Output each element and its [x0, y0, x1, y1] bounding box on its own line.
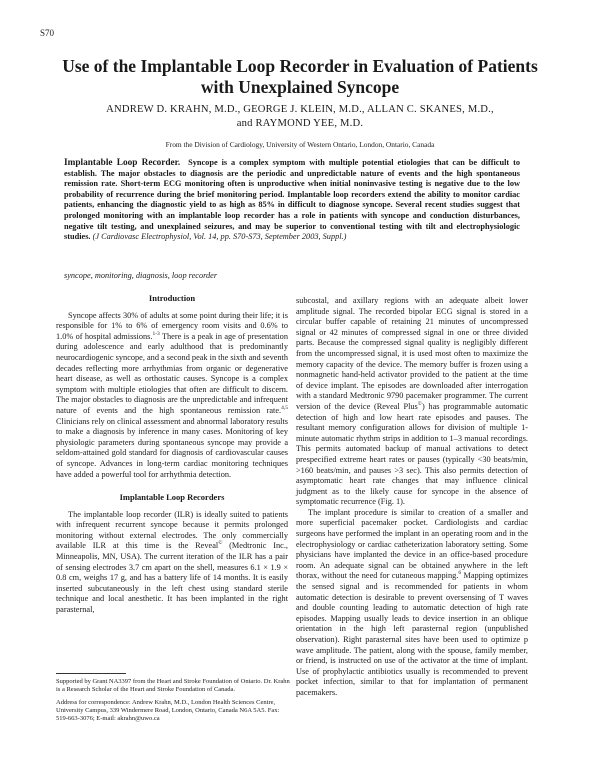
page-number: S70	[40, 28, 55, 38]
footnote-divider	[56, 673, 126, 674]
author-list	[40, 103, 560, 131]
registered-mark: ©	[417, 401, 422, 408]
abstract-heading: Implantable Loop Recorder.	[64, 158, 181, 168]
funding-footnote: Supported by Grant NA3397 from the Heart and Stroke Foundation of Ontario. Dr. Krahn is a Research Scholar of the Heart and Stroke Foundation of Canada.	[56, 678, 290, 694]
right-column	[296, 296, 528, 699]
correspondence-footnote: Address for correspondence: Andrew Krahn, M.D., London Health Sciences Centre, University Campus, 339 Windermere Road, London, Ontario, Canada N6A 5A5. Fax: 519-663-3076; E-mail: akrahn@uwo.ca	[56, 699, 280, 723]
implant-procedure-paragraph: The implant procedure is similar to creation of a smaller and more superficial pacemaker pocket. Cardiologists and cardiac surgeons have performed the implant in an operating room and in the electrophysiology or cardiac catheterization laboratory setting. Some physicians have implanted the device in an office-based procedure room. An adequate signal can be obtained anywhere in the left thorax, without the need for cutaneous mapping.$^6$ Mapping optimizes the sensed signal and is recommended for patients in whom automatic detection is desirable to prevent oversensing of T waves and double counting leading to automatic detection of high rate episodes. Mapping usually leads to device insertion in an oblique orientation in the high left parasternal region (unpublished observation). Right parasternal sites have been used to optimize p wave amplitude. The patient, along with the spouse, family member, or friend, is instructed on use of the activator at the time of implant. Use of prophylactic antibiotics usually is recommended to prevent pocket infection, similar to that for implantation of permanent pacemakers.	[296, 507, 529, 697]
intro-paragraph: Syncope affects 30% of adults at some point during their life; it is responsible for 1% to 6% of emergency room visits and 0.6% to 1.0% of hospital admissions.$^{1-3}$ There is a peak in age of presentation during adolescence and early adulthood that is predominantly neurocardiogenic syncope, and a second peak in the sixth and seventh decades reflecting more arrhythmias from organic or degenerative heart disease, as well as orthostatic causes. Syncope is a complex symptom with multiple etiologies that often are difficult to discern. The major obstacles to diagnosis are the unpredictable and infrequent nature of events and the high spontaneous remission rate.$^{4,5}$ Clinicians rely on clinical assessment and abnormal laboratory results to make a diagnosis by inference in many cases. Monitoring of key physiologic parameters during spontaneous syncope may provide a seldom-attained gold standard for diagnosis of cardiovascular causes of syncope. Advances in long-term cardiac monitoring techniques have added a powerful tool for arrhythmia detection.	[56, 310, 289, 479]
abstract-body: Syncope is a complex symptom with multiple potential etiologies that can be difficult to establish. The major obstacles to diagnosis are the periodic and unpredictable nature of events and the high spontaneous remission rate. Short-term ECG monitoring often is unproductive when initial noninvasive testing is negative due to the low probability of recurrence during the brief monitoring period. Implantable loop recorders extend the ability to monitor cardiac patients, enhancing the diagnostic yield to as high as 85% in difficult to diagnose syncope. Several recent studies suggest that prolonged monitoring with an implantable loop recorder has a role in patients with syncope and conduction disturbances, negative tilt testing, and unexplained seizures, and may be superior to conventional testing with tilt and electrophysiologic studies.	[64, 158, 520, 242]
section-heading-introduction: Introduction	[148, 293, 196, 303]
citation-ref: 4,5	[281, 405, 288, 412]
abstract	[64, 158, 520, 243]
affiliation: From the Division of Cardiology, University of Western Ontario, London, Ontario, Canada	[165, 140, 435, 149]
title-line-1: Use of the Implantable Loop Recorder in Evaluation of Patients	[62, 56, 538, 76]
title-line-2: with Unexplained Syncope	[200, 77, 400, 97]
citation-ref: 1-3	[152, 331, 160, 338]
left-column	[56, 293, 288, 616]
article-title	[40, 56, 560, 98]
ilr-paragraph: The implantable loop recorder (ILR) is ideally suited to patients with infrequent recurrent syncope because it permits prolonged monitoring without external electrodes. The only commercially available ILR at this time is the Reveal© (Medtronic Inc., Minneapolis, MN, USA). The current iteration of the ILR has a pair of sensing electrodes 3.7 cm apart on the shell, measures 6.1 × 1.9 × 0.8 cm, weighs 17 g, and has a battery life of 14 months. It is easily inserted subcutaneously in the left chest using standard sterile technique and local anesthetic. It has been implanted in the right parasternal,	[56, 509, 288, 615]
keywords: syncope, monitoring, diagnosis, loop recorder	[64, 271, 218, 280]
authors-line-2: and RAYMOND YEE, M.D.	[236, 118, 364, 129]
authors-line-1: ANDREW D. KRAHN, M.D., GEORGE J. KLEIN, M.D., ALLAN C. SKANES, M.D.,	[106, 104, 494, 115]
registered-mark: ©	[218, 540, 223, 547]
ilr-continued-paragraph: subcostal, and axillary regions with an adequate albeit lower amplitude signal. The recorded bipolar ECG signal is stored in a circular buffer capable of retaining 21 minutes of uncompressed signal or 42 minutes of compressed signal in one or three divided parts. Because the compressed signal quality is negligibly different from the uncompressed signal, it is used most often to maximize the memory capacity of the device. The memory buffer is frozen using a nonmagnetic hand-held activator provided to the patient at the time of device implant. The episodes are downloaded after interrogation with a standard Medtronic 9790 pacemaker programmer. The current version of the device (Reveal Plus©) has programmable automatic detection of high and low heart rate episodes and pauses. The resultant memory configuration allows for division of multiple 1-minute automatic rhythm strips in addition to 1–3 manual recordings. This permits automated backup of manual activations to detect prespecified extreme heart rates or pauses (typically <30 beats/min, >160 beats/min, and pauses >3 sec). This also permits detection of asymptomatic heart rate changes that may influence clinical judgment as to the likely cause for syncope in the absence of symptomatic recurrence (Fig. 1).	[296, 296, 528, 507]
section-heading-ilr: Implantable Loop Recorders	[119, 492, 225, 503]
footnotes	[56, 678, 290, 728]
citation-ref: 6	[458, 570, 462, 577]
abstract-citation: (J Cardiovasc Electrophysiol, Vol. 14, pp. S70-S73, September 2003, Suppl.)	[92, 232, 347, 242]
